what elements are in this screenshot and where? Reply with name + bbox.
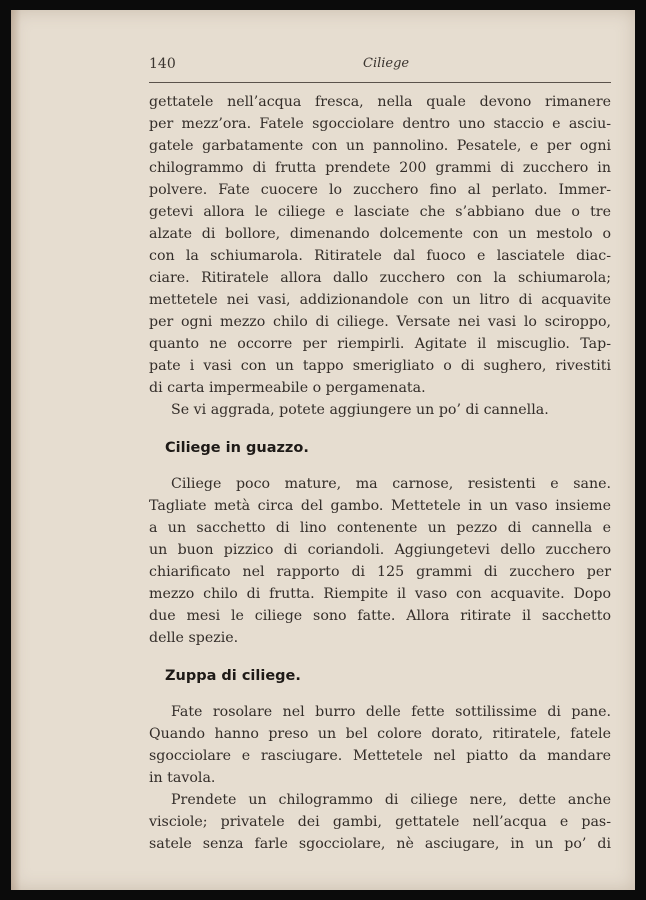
text-line: ciare. Ritiratele allora dallo zucchero con la schiumarola; [149, 270, 611, 286]
body-text [149, 91, 611, 855]
text-line: satele senza farle sgocciolare, nè asciugare, in un po’ di [149, 836, 611, 852]
text-line: Se vi aggrada, potete aggiungere un po’ di cannella. [171, 402, 549, 418]
text-line: per ogni mezzo chilo di ciliege. Versate nei vasi lo sciroppo, [149, 314, 611, 330]
page-number: 140 [149, 56, 176, 72]
text-line: un buon pizzico di coriandoli. Aggiungetevi dello zucchero [149, 542, 611, 558]
text-line: Ciliege poco mature, ma carnose, resistenti e sane. [171, 476, 611, 492]
text-line: Tagliate metà circa del gambo. Mettetele in un vaso insieme [149, 498, 611, 514]
text-line: alzate di bollore, dimenando dolcemente con un mestolo o [149, 226, 611, 242]
text-line: di carta impermeabile o pergamenata. [149, 380, 426, 396]
text-line: getevi allora le ciliege e lasciate che s’abbiano due o tre [149, 204, 611, 220]
text-line: mettetele nei vasi, addizionandole con un litro di acquavite [149, 292, 611, 308]
text-line: gatele garbatamente con un pannolino. Pesatele, e per ogni [149, 138, 611, 154]
text-line: gettatele nell’acqua fresca, nella quale devono rimanere [149, 94, 611, 110]
text-line: delle spezie. [149, 630, 239, 646]
text-line: chiarificato nel rapporto di 125 grammi di zucchero per [149, 564, 611, 580]
text-line: a un sacchetto di lino contenente un pezzo di cannella e [149, 520, 611, 536]
text-line: Prendete un chilogrammo di ciliege nere, dette anche [171, 792, 611, 808]
text-line: in tavola. [149, 770, 216, 786]
text-line: Fate rosolare nel burro delle fette sottilissime di pane. [171, 704, 611, 720]
text-line: quanto ne occorre per riempirli. Agitate il miscuglio. Tap- [149, 336, 611, 352]
text-line: mezzo chilo di frutta. Riempite il vaso con acquavite. Dopo [149, 586, 611, 602]
text-line: chilogrammo di frutta prendete 200 grammi di zucchero in [149, 160, 611, 176]
text-line: polvere. Fate cuocere lo zucchero fino al perlato. Immer- [149, 182, 611, 198]
section-heading-ciliege-in-guazzo: Ciliege in guazzo. [165, 440, 309, 456]
text-line: Quando hanno preso un bel colore dorato, ritiratele, fatele [149, 726, 611, 742]
text-line: sgocciolare e rasciugare. Mettetele nel piatto da mandare [149, 748, 611, 764]
text-line: due mesi le ciliege sono fatte. Allora ritirate il sacchetto [149, 608, 611, 624]
running-head [149, 48, 611, 83]
text-line: con la schiumarola. Ritiratele dal fuoco e lasciatele diac- [149, 248, 611, 264]
running-title: Ciliege [363, 56, 410, 71]
section-heading-zuppa-di-ciliege: Zuppa di ciliege. [165, 668, 301, 684]
text-line: per mezz’ora. Fatele sgocciolare dentro uno staccio e asciu- [149, 116, 611, 132]
book-page [11, 10, 635, 890]
text-line: visciole; privatele dei gambi, gettatele nell’acqua e pas- [149, 814, 611, 830]
text-line: pate i vasi con un tappo smerigliato o di sughero, rivestiti [149, 358, 611, 374]
